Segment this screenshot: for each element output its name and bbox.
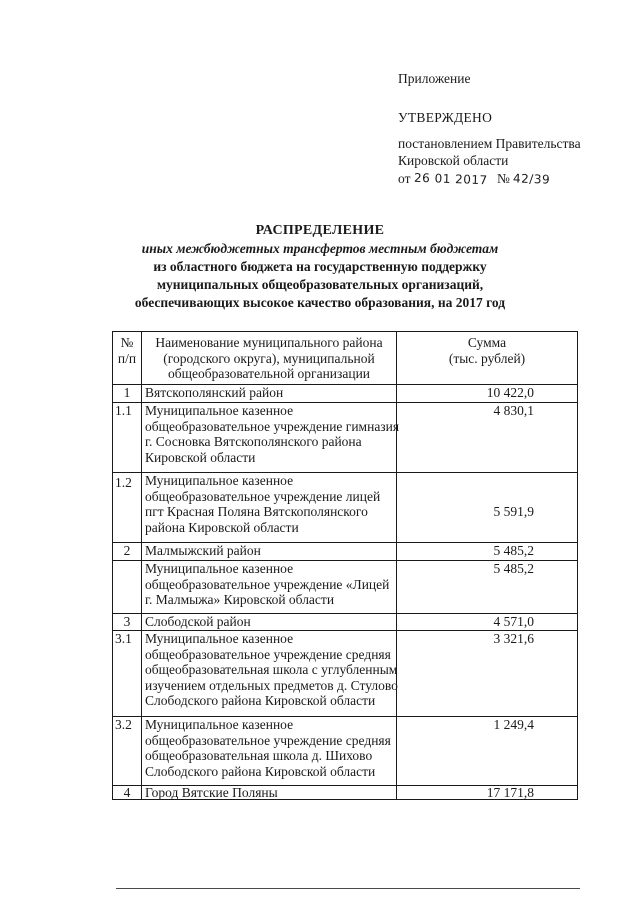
title-line-3: муниципальных общеобразовательных организаций,: [156, 277, 484, 292]
table-row: [113, 384, 577, 402]
row-name: [142, 786, 397, 799]
approved-label: УТВЕРЖДЕНО: [398, 110, 493, 125]
header-sum-line: (тыс. рублей): [448, 350, 526, 366]
table-row: [113, 613, 577, 630]
row-number: 1: [113, 385, 142, 402]
row-number: [113, 561, 142, 613]
row-number: 3.1: [113, 631, 142, 716]
text-line: общеобразовательное учреждение лицей: [145, 488, 381, 504]
header-number-line: №: [120, 335, 134, 350]
text-line: общеобразовательное учреждение средняя: [145, 732, 391, 748]
header-sum-line: Сумма: [467, 335, 507, 350]
row-sum: 4 571,0: [493, 614, 534, 629]
table-row: [113, 630, 577, 716]
text-line: Слободской район: [145, 614, 251, 629]
row-sum: 3 321,6: [493, 631, 534, 646]
text-line: общеобразовательная школа с углубленным: [145, 662, 398, 678]
table-row: [113, 785, 577, 799]
text-line: Муниципальное казенное: [145, 717, 294, 732]
text-line: Город Вятские Поляны: [145, 785, 278, 800]
document-title: РАСПРЕДЕЛЕНИЕ: [255, 223, 385, 238]
decree-line-2: Кировской области: [398, 153, 509, 168]
from-prefix: от: [398, 171, 411, 186]
row-number: 4: [113, 786, 142, 799]
text-line: Кировской области: [145, 449, 256, 465]
row-sum: 5 591,9: [493, 504, 534, 519]
appendix-label: Приложение: [398, 71, 471, 86]
row-number: 3: [113, 614, 142, 630]
title-line-4: обеспечивающих высокое качество образования, на 2017 год: [134, 295, 506, 310]
row-sum: 5 485,2: [493, 543, 534, 558]
text-line: района Кировской области: [145, 519, 299, 535]
row-name: [142, 561, 397, 613]
bottom-rule: [116, 888, 580, 889]
number-prefix: №: [496, 171, 510, 186]
table-row: [113, 472, 577, 542]
text-line: изучением отдельных предметов д. Стулово: [145, 677, 398, 693]
row-name: [142, 631, 397, 716]
table-row: [113, 542, 577, 560]
text-line: Муниципальное казенное: [145, 473, 294, 488]
row-name: [142, 717, 397, 785]
row-number: 2: [113, 543, 142, 560]
row-sum: 5 485,2: [493, 561, 534, 576]
header-name-line: общеобразовательной организации: [167, 366, 371, 382]
table-row: [113, 560, 577, 613]
text-line: общеобразовательное учреждение гимназия: [145, 418, 400, 434]
text-line: г. Малмыжа» Кировской области: [145, 592, 335, 608]
handwritten-date: 26 01 2017: [413, 170, 488, 188]
row-number: 3.2: [113, 717, 142, 785]
handwritten-number: 42/39: [513, 171, 551, 187]
title-line-2: из областного бюджета на государственную поддержку: [153, 259, 487, 274]
decree-line-1: постановлением Правительства: [398, 136, 581, 151]
distribution-table: [112, 331, 578, 800]
title-line-1: иных межбюджетных трансфертов местным бюджетам: [141, 241, 499, 256]
table-row: [113, 716, 577, 785]
row-sum: 1 249,4: [493, 717, 534, 732]
row-number: 1.1: [113, 403, 142, 472]
text-line: Слободского района Кировской области: [145, 763, 376, 779]
text-line: Муниципальное казенное: [145, 403, 294, 418]
header-number: [113, 332, 142, 384]
row-name: [142, 614, 397, 630]
row-number: 1.2: [113, 473, 142, 542]
header-sum: [397, 332, 577, 384]
table-header-row: [113, 332, 577, 384]
text-line: пгт Красная Поляна Вятскополянского: [145, 504, 368, 520]
text-line: общеобразовательная школа д. Шихово: [145, 748, 373, 764]
row-sum: 10 422,0: [486, 385, 534, 400]
header-number-line: п/п: [117, 350, 137, 366]
row-name: [142, 473, 397, 542]
decree-date-line: [398, 170, 550, 188]
text-line: г. Сосновка Вятскополянского района: [145, 434, 362, 450]
table-row: [113, 402, 577, 472]
row-sum: 17 171,8: [486, 785, 534, 800]
text-line: Муниципальное казенное: [145, 561, 294, 576]
text-line: общеобразовательное учреждение «Лицей: [145, 576, 390, 592]
text-line: Муниципальное казенное: [145, 631, 294, 646]
text-line: Малмыжский район: [145, 543, 261, 558]
row-name: [142, 543, 397, 560]
header-name-line: Наименование муниципального района: [155, 335, 383, 350]
text-line: Вятскополянский район: [145, 385, 284, 400]
row-sum: 4 830,1: [493, 403, 534, 418]
header-name-line: (городского округа), муниципальной: [163, 350, 375, 366]
row-name: [142, 385, 397, 402]
header-name: [142, 332, 397, 384]
text-line: общеобразовательное учреждение средняя: [145, 646, 391, 662]
row-name: [142, 403, 400, 472]
text-line: Слободского района Кировской области: [145, 693, 376, 709]
